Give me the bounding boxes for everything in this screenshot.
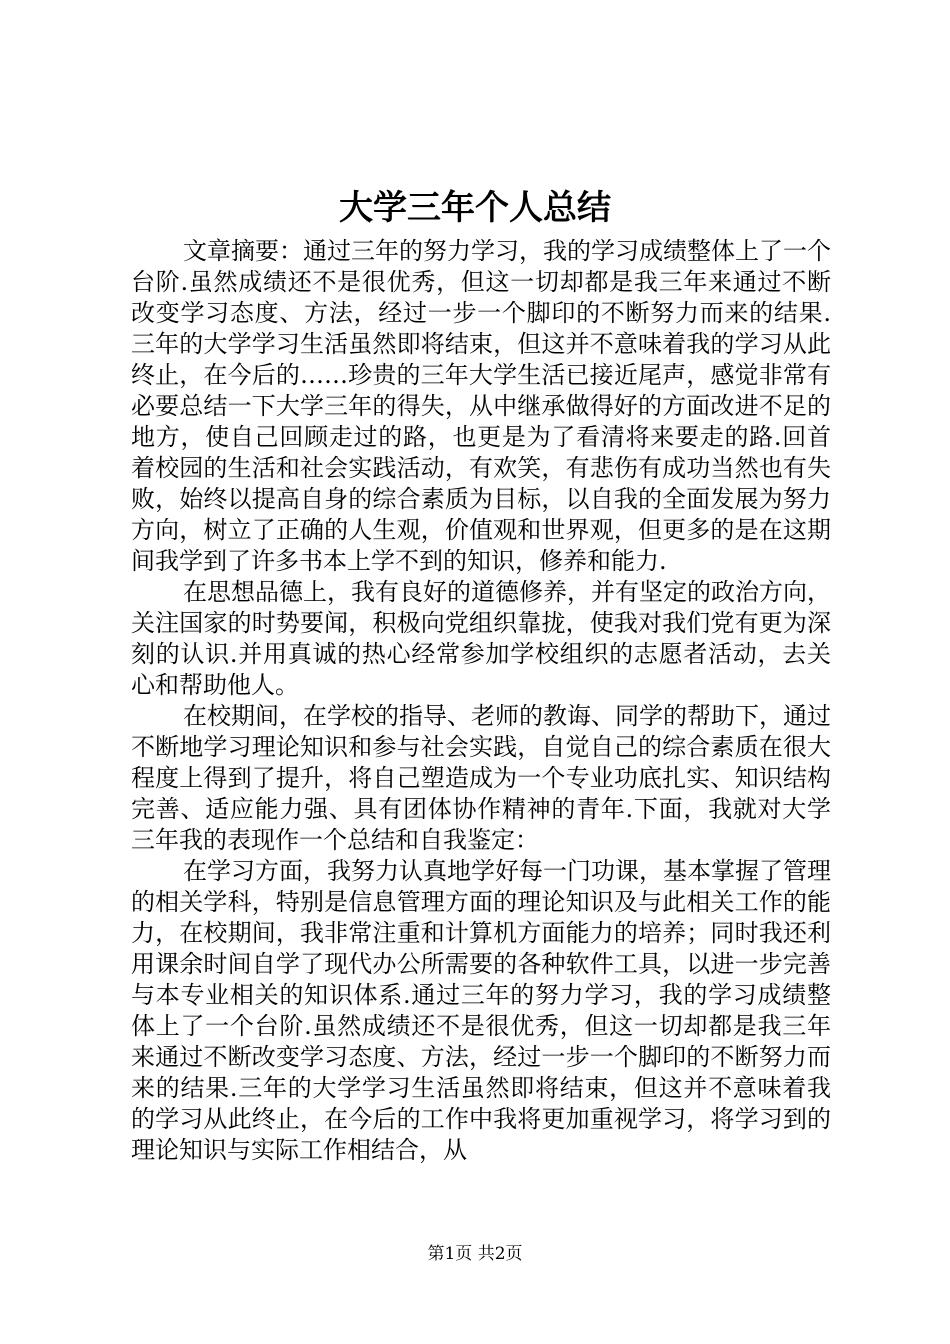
paragraph-campus: 在校期间，在学校的指导、老师的教诲、同学的帮助下，通过不断地学习理论知识和参与社会实践，自觉自己的综合素质在很大程度上得到了提升，将自己塑造成为一个专业功底扎实、知识结构完善、适应能力强、具有团体协作精神的青年.下面，我就对大学三年我的表现作一个总结和自我鉴定： bbox=[131, 702, 831, 854]
paragraph-study: 在学习方面，我努力认真地学好每一门功课，基本掌握了管理的相关学科，特别是信息管理方面的理论知识及与此相关工作的能力，在校期间，我非常注重和计算机方面能力的培养；同时我还利用课余时间自学了现代办公所需要的各种软件工具，以进一步完善与本专业相关的知识体系.通过三年的努力学习，我的学习成绩整体上了一个台阶.虽然成绩还不是很优秀，但这一切却都是我三年来通过不断改变学习态度、方法，经过一步一个脚印的不断努力而来的结果.三年的大学学习生活虽然即将结束，但这并不意味着我的学习从此终止，在今后的工作中我将更加重视学习，将学习到的理论知识与实际工作相结合，从 bbox=[131, 857, 831, 1164]
document-title: 大学三年个人总结 bbox=[339, 188, 611, 228]
paragraph-ideology: 在思想品德上，我有良好的道德修养，并有坚定的政治方向，关注国家的时势要闻，积极向党组织靠拢，使我对我们党有更为深刻的认识.并用真诚的热心经常参加学校组织的志愿者活动，去关心和帮助他人。 bbox=[131, 578, 831, 699]
paragraph-abstract: 文章摘要：通过三年的努力学习，我的学习成绩整体上了一个台阶.虽然成绩还不是很优秀，但这一切却都是我三年来通过不断改变学习态度、方法，经过一步一个脚印的不断努力而来的结果.三年的大学学习生活虽然即将结束，但这并不意味着我的学习从此终止，在今后的……珍贵的三年大学生活已接近尾声，感觉非常有必要总结一下大学三年的得失，从中继承做得好的方面改进不足的地方，使自己回顾走过的路，也更是为了看清将来要走的路.回首着校园的生活和社会实践活动，有欢笑，有悲伤有成功当然也有失败，始终以提高自身的综合素质为目标，以自我的全面发展为努力方向，树立了正确的人生观，价值观和世界观，但更多的是在这期间我学到了许多书本上学不到的知识，修养和能力. bbox=[131, 237, 831, 575]
page-footer: 第1页 共2页 bbox=[427, 1244, 523, 1264]
document-body bbox=[131, 236, 831, 1166]
